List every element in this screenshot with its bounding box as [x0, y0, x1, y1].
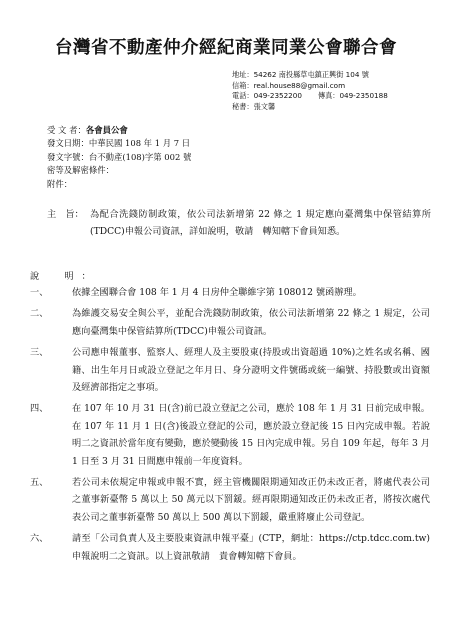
contact-block	[232, 70, 388, 112]
explanation-item-3	[30, 344, 430, 396]
item-text: 依據全國聯合會 108 年 1 月 4 日房仲全聯維字第 108012 號函辦理。	[72, 287, 362, 298]
explanation-item-6	[30, 530, 430, 565]
item-text: 在 107 年 10 月 31 日(含)前已設立登記之公司，應於 108 年 1 月 31 日前完成申報。在 107 年 11 月 1 日(含)後設立登記的公司，應於設立登記後 15 日內完成申報。若說明二之資訊於當年度有變動，應於變動後 15 日內完成申報。另自 109 年起，每年 3 月 1 日至 3 月 31 日間應申報前一年度資料。	[72, 403, 430, 467]
explanation-item-1	[30, 284, 430, 301]
recipient-label: 受 文 者：	[47, 125, 86, 135]
item-number: 一、	[30, 287, 49, 298]
item-text: 若公司未依規定申報或申報不實，經主管機關限期通知改正仍未改正者，將處代表公司之董事新臺幣 5 萬以上 50 萬元以下罰鍰。經再限期通知改正仍未改正者，將按次處代表公司之董事新臺幣 50 萬以上 500 萬以下罰鍰，嚴重將廢止公司登記。	[72, 477, 430, 523]
subject-label: 主 旨：	[47, 209, 84, 220]
fax-text: 傳真：049-2350188	[317, 91, 388, 101]
item-number: 五、	[30, 477, 49, 489]
date-line: 發文日期：中華民國 108 年 1 月 7 日	[47, 138, 191, 149]
recipient-line	[47, 124, 191, 137]
document-title: 台灣省不動產仲介經紀商業同業公會聯合會	[55, 38, 397, 58]
doc-number-line: 發文字號：台不動產(108)字第 002 號	[47, 151, 192, 162]
item-number: 二、	[30, 308, 49, 320]
item-text: 公司應申報董事、監察人、經理人及主要股東(持股或出資超過 10%)之姓名或名稱、國籍、出生年月日或設立登記之年月日、身分證明文件號碼或統一編號、持股數或出資額及經濟部指定之事項。	[72, 347, 430, 394]
phone-text: 電話：049-2352200	[232, 91, 302, 101]
explanation-item-4	[30, 400, 430, 470]
item-text: 請至「公司負責人及主要股東資訊申報平臺」(CTP，網址：https://ctp.tdcc.com.tw)申報說明二之資訊。以上資訊敬請 貴會轉知轄下會員。	[72, 533, 430, 562]
item-text: 為維護交易安全與公平，並配合洗錢防制政策，依公司法新增第 22 條之 1 規定，公司應向臺灣集中保管結算所(TDCC)申報公司資訊。	[72, 308, 430, 337]
item-number: 三、	[30, 347, 49, 359]
recipient-value: 各會員公會	[85, 125, 128, 135]
explanation-label: 說 明：	[30, 271, 99, 282]
secretary-line: 秘書：張文馨	[232, 101, 276, 111]
item-number: 四、	[30, 403, 49, 415]
security-line: 密等及解密條件：	[47, 165, 114, 176]
explanation-item-5	[30, 474, 430, 526]
email-line: 信箱：real.house88@gmail.com	[232, 80, 346, 90]
subject-block	[47, 206, 431, 240]
phone-fax-line	[232, 91, 388, 102]
subject-text: 為配合洗錢防制政策，依公司法新增第 22 條之 1 規定應向臺灣集中保管結算所(TDCC)申報公司資訊，詳如說明，敬請 轉知轄下會員知悉。	[90, 209, 431, 237]
explanation-item-2	[30, 305, 430, 340]
address-line: 地址：54262 南投縣草屯鎮正興街 104 號	[232, 70, 369, 79]
explanation-list	[30, 284, 430, 569]
item-number: 六、	[30, 533, 49, 545]
meta-block	[47, 124, 191, 191]
attachment-line: 附件：	[47, 178, 73, 189]
